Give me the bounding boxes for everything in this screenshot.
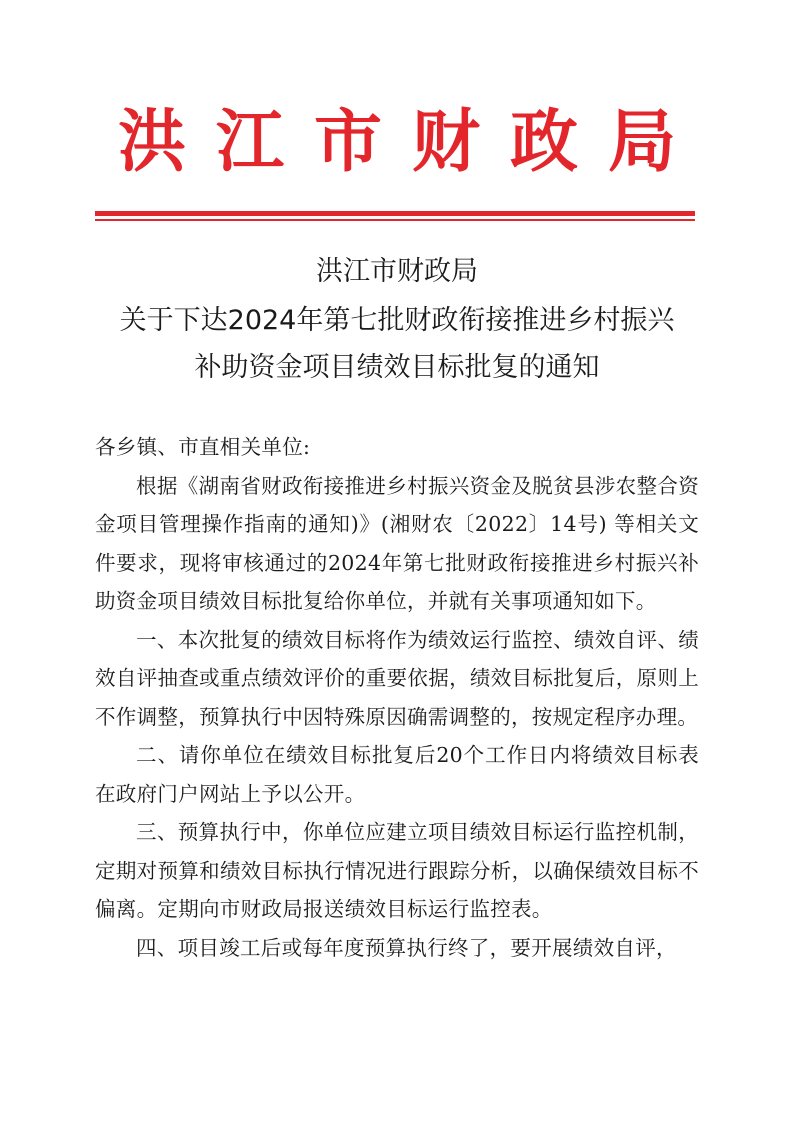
masthead-rule-thin: [95, 219, 695, 221]
paragraph-item-1: 一、本次批复的绩效目标将作为绩效运行监控、绩效自评、绩效自评抽查或重点绩效评价的重要依据，绩效目标批复后，原则上不作调整，预算执行中因特殊原因确需调整的，按规定程序办理。: [95, 627, 699, 729]
masthead-title: 洪江市财政局: [117, 102, 706, 182]
masthead-rule-thick: [95, 211, 695, 216]
paragraph-item-3: 三、预算执行中，你单位应建立项目绩效目标运行监控机制，定期对预算和绩效目标执行情况进行跟踪分析，以确保绩效目标不偏离。定期向市财政局报送绩效目标运行监控表。: [95, 820, 699, 921]
paragraph-item-4: 四、项目竣工后或每年度预算执行终了，要开展绩效自评，: [136, 935, 677, 960]
paragraph-basis: 根据《湖南省财政衔接推进乡村振兴资金及脱贫县涉农整合资金项目管理操作指南的通知)》(湘财农〔2022〕14号) 等相关文件要求，现将审核通过的2024年第七批财政衔接推进乡村振兴补助资金项目绩效目标批复给你单位，并就有关事项通知如下。: [95, 473, 699, 613]
paragraph-item-2: 二、请你单位在绩效目标批复后20个工作日内将绩效目标表在政府门户网站上予以公开。: [95, 743, 699, 806]
salutation: 各乡镇、市直相关单位:: [95, 435, 311, 459]
document-title-line-3: 补助资金项目绩效目标批复的通知: [194, 352, 600, 383]
document-title-line-2: 关于下达2024年第七批财政衔接推进乡村振兴: [119, 305, 675, 336]
document-body: [95, 428, 699, 967]
document-title-line-1: 洪江市财政局: [316, 256, 478, 287]
